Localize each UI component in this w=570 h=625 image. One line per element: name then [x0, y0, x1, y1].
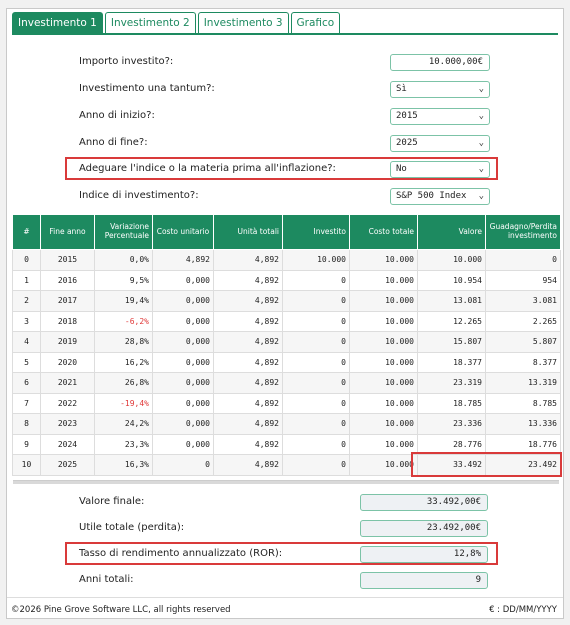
chevron-down-icon: ⌄ — [478, 138, 484, 148]
table-cell: 2019 — [41, 332, 95, 353]
amount-row — [79, 54, 494, 72]
total-profit-row — [79, 520, 494, 538]
index-row — [79, 188, 494, 206]
table-cell: 4,892 — [214, 414, 283, 435]
table-cell: 2020 — [41, 352, 95, 373]
table-cell: 33.492 — [418, 455, 486, 476]
tab-underline — [12, 33, 558, 35]
table-cell: 23.336 — [418, 414, 486, 435]
table-cell: 0,000 — [153, 332, 214, 353]
table-row — [13, 393, 561, 414]
table-cell: 4,892 — [214, 270, 283, 291]
table-cell: -6,2% — [95, 311, 153, 332]
table-cell: 15.807 — [418, 332, 486, 353]
table-cell: 10.000 — [418, 250, 486, 271]
table-cell: 13.081 — [418, 291, 486, 312]
table-cell: 23.492 — [486, 455, 561, 476]
table-cell: 0,000 — [153, 311, 214, 332]
table-cell: 23.319 — [418, 373, 486, 394]
chevron-down-icon: ⌄ — [478, 191, 484, 201]
column-header: Variazione Percentuale — [95, 215, 153, 250]
inflation-value: No — [396, 164, 407, 174]
table-cell: 9 — [13, 434, 41, 455]
table-cell: 13.336 — [486, 414, 561, 435]
table-row — [13, 311, 561, 332]
table-cell: 10.000 — [350, 291, 418, 312]
table-cell: 4 — [13, 332, 41, 353]
table-cell: 0 — [283, 311, 350, 332]
final-value-output: 33.492,00€ — [360, 494, 488, 511]
chevron-down-icon: ⌄ — [478, 84, 484, 94]
lump-sum-row — [79, 81, 494, 99]
table-cell: 0 — [283, 434, 350, 455]
table-cell: 13.319 — [486, 373, 561, 394]
table-cell: 10.000 — [350, 434, 418, 455]
years-label: Anni totali: — [79, 574, 134, 585]
table-cell: 4,892 — [214, 250, 283, 271]
table-cell: 24,2% — [95, 414, 153, 435]
chevron-down-icon: ⌄ — [478, 164, 484, 174]
table-cell: 1 — [13, 270, 41, 291]
table-cell: 5 — [13, 352, 41, 373]
table-cell: 26,8% — [95, 373, 153, 394]
table-cell: 4,892 — [214, 373, 283, 394]
column-header: Valore — [418, 215, 486, 250]
index-select[interactable] — [390, 188, 490, 205]
years-output: 9 — [360, 572, 488, 589]
table-cell: 0,000 — [153, 291, 214, 312]
table-cell: 2018 — [41, 311, 95, 332]
table-cell: 8.785 — [486, 393, 561, 414]
lump-sum-select[interactable] — [390, 81, 490, 98]
table-cell: 10.954 — [418, 270, 486, 291]
table-cell: 0,000 — [153, 414, 214, 435]
final-value-label: Valore finale: — [79, 496, 145, 507]
table-cell: 10.000 — [350, 332, 418, 353]
table-header — [13, 215, 561, 250]
table-row — [13, 352, 561, 373]
table-cell: 5.807 — [486, 332, 561, 353]
table-cell: 0 — [13, 250, 41, 271]
column-header: Investito — [283, 215, 350, 250]
years-row — [79, 572, 494, 590]
table-cell: 0,000 — [153, 352, 214, 373]
end-year-value: 2025 — [396, 138, 418, 148]
table-cell: 0 — [283, 352, 350, 373]
start-year-label: Anno di inizio?: — [79, 110, 155, 121]
table-cell: 0 — [283, 393, 350, 414]
table-row — [13, 332, 561, 353]
table-cell: 10.000 — [350, 455, 418, 476]
column-header: Fine anno — [41, 215, 95, 250]
tab-investimento-1[interactable]: Investimento 1 — [12, 12, 103, 34]
inflation-label: Adeguare l'indice o la materia prima all'inflazione?: — [79, 163, 336, 174]
table-cell: 2 — [13, 291, 41, 312]
ror-highlight — [65, 542, 498, 565]
final-value-row — [79, 494, 494, 512]
table-cell: -19,4% — [95, 393, 153, 414]
table-cell: 0,000 — [153, 434, 214, 455]
horizontal-scrollbar[interactable] — [13, 480, 559, 484]
table-cell: 9,5% — [95, 270, 153, 291]
table-row — [13, 414, 561, 435]
copyright-text: ©2026 Pine Grove Software LLC, all rights reserved — [11, 605, 231, 615]
table-cell: 10.000 — [350, 414, 418, 435]
table-cell: 0,0% — [95, 250, 153, 271]
table-cell: 8.377 — [486, 352, 561, 373]
table-cell: 4,892 — [214, 291, 283, 312]
table-cell: 0 — [283, 332, 350, 353]
table-row — [13, 250, 561, 271]
index-value: S&P 500 Index — [396, 191, 467, 201]
tab-investimento-3[interactable]: Investimento 3 — [198, 12, 289, 34]
table-cell: 2024 — [41, 434, 95, 455]
amount-input[interactable]: 10.000,00€ — [390, 54, 490, 71]
table-cell: 2022 — [41, 393, 95, 414]
table-cell: 18.377 — [418, 352, 486, 373]
table-cell: 6 — [13, 373, 41, 394]
start-year-value: 2015 — [396, 111, 418, 121]
table-cell: 19,4% — [95, 291, 153, 312]
end-year-label: Anno di fine?: — [79, 137, 148, 148]
table-cell: 4,892 — [214, 311, 283, 332]
end-year-select[interactable] — [390, 135, 490, 152]
table-cell: 7 — [13, 393, 41, 414]
footer — [7, 597, 563, 615]
table-cell: 28.776 — [418, 434, 486, 455]
column-header: Costo totale — [350, 215, 418, 250]
total-profit-output: 23.492,00€ — [360, 520, 488, 537]
format-indicator: € : DD/MM/YYYY — [489, 605, 557, 615]
table-cell: 2016 — [41, 270, 95, 291]
table-cell: 16,3% — [95, 455, 153, 476]
table-cell: 4,892 — [153, 250, 214, 271]
table-cell: 4,892 — [214, 352, 283, 373]
table-cell: 0 — [283, 270, 350, 291]
start-year-row — [79, 108, 494, 126]
lump-sum-label: Investimento una tantum?: — [79, 83, 215, 94]
table-cell: 18.785 — [418, 393, 486, 414]
table-cell: 23,3% — [95, 434, 153, 455]
lump-sum-value: Sì — [396, 84, 407, 94]
table-cell: 12.265 — [418, 311, 486, 332]
table-cell: 0,000 — [153, 393, 214, 414]
table-cell: 3 — [13, 311, 41, 332]
amount-label: Importo investito?: — [79, 56, 174, 67]
column-header: Costo unitario — [153, 215, 214, 250]
table-cell: 10.000 — [283, 250, 350, 271]
table-row — [13, 291, 561, 312]
table-row — [13, 270, 561, 291]
table-cell: 2023 — [41, 414, 95, 435]
table-cell: 0 — [283, 455, 350, 476]
chevron-down-icon: ⌄ — [478, 111, 484, 121]
table-cell: 0 — [283, 414, 350, 435]
table-cell: 8 — [13, 414, 41, 435]
table-cell: 0,000 — [153, 270, 214, 291]
table-cell: 0 — [153, 455, 214, 476]
table-cell: 0 — [486, 250, 561, 271]
inflation-highlight — [65, 157, 498, 180]
tab-grafico[interactable]: Grafico — [291, 12, 341, 34]
table-cell: 0,000 — [153, 373, 214, 394]
tab-investimento-2[interactable]: Investimento 2 — [105, 12, 196, 34]
table-cell: 10 — [13, 455, 41, 476]
final-row-highlight — [411, 452, 562, 477]
table-cell: 10.000 — [350, 270, 418, 291]
table-cell: 0 — [283, 291, 350, 312]
table-cell: 0 — [283, 373, 350, 394]
table-cell: 2025 — [41, 455, 95, 476]
table-cell: 10.000 — [350, 352, 418, 373]
table-cell: 954 — [486, 270, 561, 291]
table-cell: 4,892 — [214, 434, 283, 455]
table-cell: 2017 — [41, 291, 95, 312]
column-header: # — [13, 215, 41, 250]
table-cell: 2015 — [41, 250, 95, 271]
column-header: Unità totali — [214, 215, 283, 250]
index-label: Indice di investimento?: — [79, 190, 199, 201]
column-header: Guadagno/Perdita investimento — [486, 215, 561, 250]
table-cell: 10.000 — [350, 311, 418, 332]
table-row — [13, 373, 561, 394]
table-cell: 2021 — [41, 373, 95, 394]
tab-bar — [12, 12, 342, 34]
start-year-select[interactable] — [390, 108, 490, 125]
table-cell: 10.000 — [350, 250, 418, 271]
calculator-panel — [6, 8, 564, 619]
end-year-row — [79, 135, 494, 153]
table-cell: 3.081 — [486, 291, 561, 312]
total-profit-label: Utile totale (perdita): — [79, 522, 185, 533]
schedule-table — [12, 214, 561, 476]
table-cell: 10.000 — [350, 373, 418, 394]
table-cell: 4,892 — [214, 455, 283, 476]
table-cell: 16,2% — [95, 352, 153, 373]
table-cell: 2.265 — [486, 311, 561, 332]
ror-output: 12,8% — [360, 546, 488, 563]
table-cell: 28,8% — [95, 332, 153, 353]
table-cell: 4,892 — [214, 332, 283, 353]
table-cell: 10.000 — [350, 393, 418, 414]
table-cell: 4,892 — [214, 393, 283, 414]
table-cell: 18.776 — [486, 434, 561, 455]
ror-label: Tasso di rendimento annualizzato (ROR): — [79, 548, 283, 559]
